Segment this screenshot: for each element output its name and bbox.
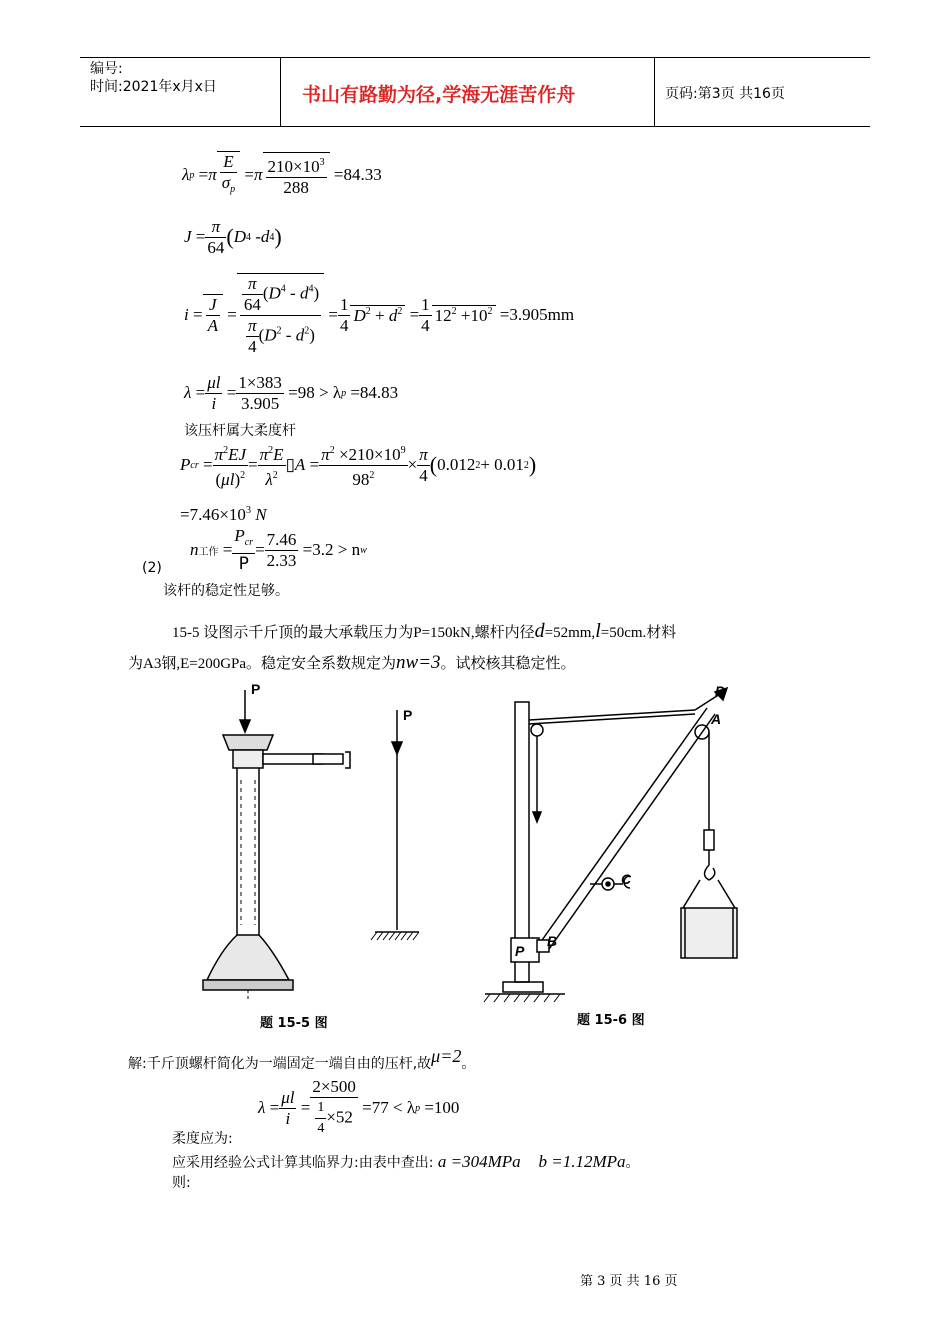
eq-i: i = $\frac{J}{A}$ = $\frac{\pi}{64}$ $(D^4 - d^4)$ $\frac{\pi}{4}$ $(D^2 - d^2)$ = $\frac{1}{4}$ $D^2 + d^2$ = $\frac{1}{4}$ $12^2 +10^2$ =3.905mm — [184, 274, 575, 356]
empirical-period: 。 — [625, 1155, 640, 1171]
lambda-result-tail: =84.83 — [350, 383, 399, 402]
header-table — [80, 57, 870, 127]
column-figure — [371, 707, 419, 940]
pcr-unit: N — [250, 505, 267, 524]
number-label: 编号: — [90, 61, 123, 77]
n-num: 7.46 — [266, 529, 297, 549]
problem-l: l — [595, 620, 601, 642]
header-left — [90, 60, 217, 128]
slenderness-label: 柔度应为: — [172, 1131, 233, 1147]
eq-pcr-result: $=7.46\times 10^3$ N — [180, 505, 267, 524]
eq-lambda-p: λ p = π $\frac{E}{\sigma_p}$ = π $\frac{210\times 10^3}{288}$ =84.33 — [182, 150, 382, 200]
header-divider-1 — [280, 58, 281, 126]
then-label: 则: — [172, 1175, 191, 1191]
n-den: 2.33 — [266, 550, 297, 570]
problem-d: d — [534, 620, 545, 642]
lambda2-num: 2×500 — [312, 1077, 356, 1096]
crane-label-p2: P — [515, 943, 525, 959]
problem-text-2-tail: 。试校核其稳定性。 — [440, 656, 576, 672]
pcr-result: =7.46×10 — [180, 505, 246, 524]
problem-line1 — [172, 620, 676, 643]
page-footer: 第 3 页 共 16 页 — [580, 1274, 678, 1289]
i-result: =3.905mm — [499, 305, 575, 324]
solution-mu: μ=2 — [431, 1046, 462, 1066]
header-motto: 书山有路勤为径,学海无涯苦作舟 — [302, 84, 576, 106]
b-value: b =1.12MPa — [538, 1152, 626, 1171]
lambda-p-result: =84.33 — [333, 165, 382, 184]
lambda2-tail: =100 — [424, 1098, 460, 1117]
fig1-load-label: P — [251, 681, 261, 697]
crane-label-b: B — [547, 933, 558, 949]
header-divider-2 — [654, 58, 655, 126]
lambda-p-num: 210×10 — [267, 157, 320, 176]
eq-lambda2: λ = $\frac{\mu l}{i}$ = 2×500 $\frac{1}{4}$ ×52 =77 < λ p =100 — [258, 1077, 460, 1136]
column-load-label: P — [403, 707, 413, 723]
empirical-text: 应采用经验公式计算其临界力:由表中查出: — [172, 1155, 434, 1171]
lambda-p-den: 288 — [283, 178, 309, 197]
stable-note: 该杆的稳定性足够。 — [163, 583, 289, 599]
lambda2-den: ×52 — [326, 1107, 353, 1127]
solution-intro — [128, 1046, 476, 1073]
problem-text-2: 为A3钢,E=200GPa。稳定安全系数规定为 — [128, 656, 397, 672]
problem-text-1: 15-5 设图示千斤顶的最大承载压力为P=150kN,螺杆内径 — [172, 625, 535, 641]
eq-n: n 工作 = $\frac{P_{cr}}{P}$ = $\frac{7.46}{2.33}$ =3.2 > n w — [190, 526, 367, 574]
jack-figure — [203, 681, 350, 1002]
problem-nw: nw=3 — [396, 652, 441, 673]
empirical-line — [172, 1152, 640, 1172]
part2-label: (2) — [142, 560, 162, 576]
solution-mu-tail: 。 — [461, 1056, 476, 1072]
fig2-caption: 题 15-6 图 — [577, 1013, 645, 1028]
slender-note: 该压杆属大柔度杆 — [184, 423, 296, 439]
problem-l-val: =50cm.材料 — [600, 625, 677, 641]
a-value: a =304MPa — [437, 1152, 521, 1171]
lambda2-result: =77 < λ — [362, 1098, 416, 1117]
eq-pcr: P cr = $\frac{\pi^2EJ}{(\mu l)^2}$ = $\frac{\pi^2E}{\lambda^2}$ ▯ A = $\frac{\pi^2 \times 210\times 10^9}{98^2}$ × $\frac{\pi}{4}$ ( 0.012 2 + 0.01 2 ) — [180, 440, 536, 490]
figures-image — [185, 680, 785, 1040]
time-label: 时间:2021年x月x日 — [90, 79, 217, 95]
problem-d-val: =52mm, — [544, 625, 596, 641]
fig1-caption: 题 15-5 图 — [260, 1016, 328, 1031]
problem-line2 — [128, 652, 576, 674]
lambda-den: 3.905 — [241, 393, 280, 413]
eq-lambda: λ = $\frac{\mu l}{i}$ = $\frac{1\times 383}{3.905}$ =98 > λ p =84.83 — [184, 372, 399, 413]
crane-label-c: C — [621, 871, 632, 887]
eq-j: J = $\frac{\pi}{64}$ ( D 4 - d 4 ) — [184, 216, 282, 257]
lambda-num: 1×383 — [238, 372, 282, 392]
solution-intro-text: 解:千斤顶螺杆简化为一端固定一端自由的压杆,故 — [128, 1056, 432, 1072]
crane-label-p: P — [715, 683, 725, 699]
crane-label-a: A — [711, 711, 722, 727]
page-info: 页码:第3页 共16页 — [665, 86, 785, 102]
n-result: =3.2 > n — [302, 540, 361, 559]
lambda-result: =98 > λ — [288, 383, 342, 402]
